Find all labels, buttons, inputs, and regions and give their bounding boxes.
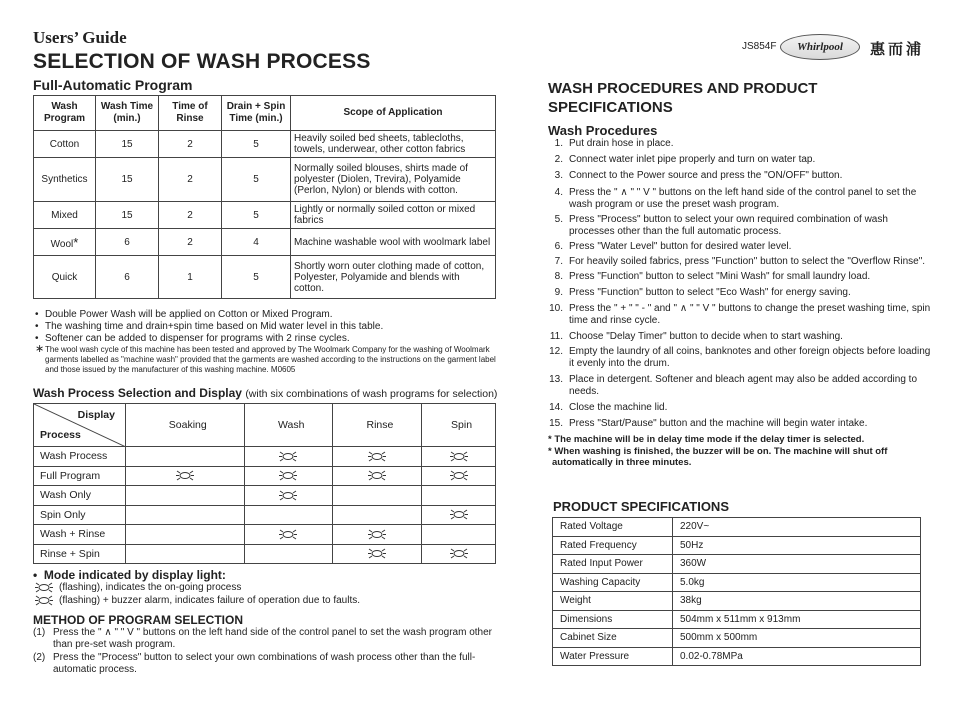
program-spin-cell: 5	[222, 202, 291, 229]
spec-row	[553, 629, 921, 648]
procedures-title: WASH PROCEDURES AND PRODUCT SPECIFICATIONS	[548, 80, 818, 116]
program-wash-cell: 15	[96, 131, 159, 158]
spec-key: Water Pressure	[553, 647, 673, 666]
program-program-cell: Quick	[34, 256, 96, 299]
program-table	[33, 95, 496, 299]
process-name: Rinse + Spin	[34, 544, 126, 564]
woolmark-note: The wool wash cycle of this machine has been tested and approved by The Woolmark Company for the washing of Woolmark garments labelled as "machine wash" provided that the garments are washed according to the instructions on the garment label and those issued by the manufacturer of this washing machine. M0605	[45, 345, 496, 374]
spec-key: Rated Voltage	[553, 518, 673, 537]
display-light-icon	[368, 529, 386, 540]
procedure-step: 14. Close the machine lid.	[549, 402, 668, 413]
process-cell	[244, 544, 332, 564]
process-cell	[422, 505, 496, 525]
display-light-icon	[368, 470, 386, 481]
spec-value: 5.0kg	[673, 573, 921, 592]
process-cell	[332, 505, 421, 525]
process-cell	[332, 447, 421, 467]
method-item: Press the "Process" button to select your own combinations of wash process other than the full-automatic process.	[53, 652, 476, 675]
process-cell	[126, 544, 245, 564]
process-row	[34, 486, 496, 506]
spec-row	[553, 610, 921, 629]
process-cell	[244, 447, 332, 467]
selection-title: Wash Process Selection and Display (with six combinations of wash programs for selection)	[33, 386, 498, 400]
procedure-step: 9. Press "Function" button to select "Eco Wash" for energy saving.	[554, 287, 851, 298]
selection-table	[33, 403, 496, 564]
program-spin-cell: 4	[222, 229, 291, 256]
spec-key: Weight	[553, 592, 673, 611]
process-row	[34, 525, 496, 545]
display-light-icon	[368, 451, 386, 462]
note: Softener can be added to dispenser for programs with 2 rinse cycles.	[45, 333, 350, 344]
process-name: Wash + Rinse	[34, 525, 126, 545]
program-rinse-cell: 2	[159, 131, 222, 158]
spec-key: Rated Frequency	[553, 536, 673, 555]
model-number: JS854F	[742, 41, 777, 52]
program-scope-cell: Machine washable wool with woolmark label	[291, 229, 496, 256]
program-wash-cell: 15	[96, 202, 159, 229]
program-row	[34, 256, 496, 299]
display-light-icon	[279, 470, 297, 481]
spec-row	[553, 518, 921, 537]
procedures-subtitle: Wash Procedures	[548, 123, 658, 138]
process-cell	[422, 486, 496, 506]
spec-value: 50Hz	[673, 536, 921, 555]
process-cell	[422, 544, 496, 564]
spec-row	[553, 592, 921, 611]
display-light-icon	[450, 470, 468, 481]
process-name: Wash Process	[34, 447, 126, 467]
program-program-cell: Synthetics	[34, 158, 96, 202]
program-scope-cell: Normally soiled blouses, shirts made of polyester (Diolen, Trevira), Polyamide (Perlon, Nylon) or blends with cotton.	[291, 158, 496, 202]
spec-row	[553, 555, 921, 574]
whirlpool-logo	[780, 34, 860, 60]
process-name: Full Program	[34, 466, 126, 486]
spec-key: Washing Capacity	[553, 573, 673, 592]
spec-value: 220V~	[673, 518, 921, 537]
display-light-icon	[176, 470, 194, 481]
program-notes: • Double Power Wash will be applied on Cotton or Mixed Program. • The washing time and drain+spin time based on Mid water level in this table. • Softener can be added to dispenser for programs with 2 rinse cycles. ∗ The wool wash cycle of this machine has been tested and approved by The Woolmark Company for the washing of Woolmark garments labelled as "machine wash" provided that the garments are washed according to the instructions on the garment label and those issued by the manufacturer of this washing machine. M0605	[35, 309, 496, 374]
col-header: Time of Rinse	[159, 96, 222, 131]
method-list: (1) Press the " ∧ " " V " buttons on the left hand side of the control panel to set the wash program other than pre-set wash program. (2) Press the "Process" button to select your own combinations of wash process other than the full-automatic process.	[33, 627, 492, 675]
process-cell	[244, 525, 332, 545]
col-spin: Spin	[422, 404, 496, 447]
program-spin-cell: 5	[222, 158, 291, 202]
page-title: SELECTION OF WASH PROCESS	[33, 50, 371, 73]
process-cell	[244, 466, 332, 486]
procedure-step: 3. Connect to the Power source and press the "ON/OFF" button.	[554, 170, 843, 181]
full-auto-title: Full-Automatic Program	[33, 77, 193, 93]
procedure-note: * When washing is finished, the buzzer will be on. The machine will shut off automatically in three minutes.	[548, 446, 888, 468]
procedure-step: 2. Connect water inlet pipe properly and turn on water tap.	[554, 154, 816, 165]
procedure-step: 11. Choose "Delay Timer" button to decide when to start washing.	[549, 331, 843, 342]
program-row	[34, 158, 496, 202]
program-rinse-cell: 2	[159, 229, 222, 256]
col-header: Wash Time (min.)	[96, 96, 159, 131]
display-light-icon	[279, 490, 297, 501]
program-wash-cell: 15	[96, 158, 159, 202]
procedure-step: 4. Press the " ∧ " " V " buttons on the left hand side of the control panel to set the wash program or use the preset wash program.	[554, 187, 917, 210]
program-row	[34, 202, 496, 229]
procedure-note: * The machine will be in delay time mode if the delay timer is selected.	[548, 434, 865, 445]
spec-key: Cabinet Size	[553, 629, 673, 648]
program-spin-cell: 5	[222, 131, 291, 158]
spec-row	[553, 536, 921, 555]
spec-value: 504mm x 511mm x 913mm	[673, 610, 921, 629]
display-light-icon	[368, 548, 386, 559]
program-wash-cell: 6	[96, 256, 159, 299]
display-light-icon	[279, 529, 297, 540]
spec-value: 0.02-0.78MPa	[673, 647, 921, 666]
spec-key: Dimensions	[553, 610, 673, 629]
process-row	[34, 544, 496, 564]
logo-text: Whirlpool	[797, 41, 843, 53]
brand-chinese: 惠而浦	[870, 41, 925, 58]
diagonal-header: Display Process	[34, 404, 126, 447]
program-scope-cell: Heavily soiled bed sheets, tablecloths, towels, underwear, other cotton fabrics	[291, 131, 496, 158]
process-cell	[332, 466, 421, 486]
program-rinse-cell: 2	[159, 202, 222, 229]
col-soaking: Soaking	[126, 404, 245, 447]
process-cell	[126, 505, 245, 525]
process-cell	[422, 525, 496, 545]
procedure-step: 15. Press "Start/Pause" button and the machine will begin water intake.	[549, 418, 868, 429]
selection-subtitle: (with six combinations of wash programs for selection)	[245, 388, 498, 400]
process-cell	[126, 525, 245, 545]
mode-line-1: (flashing), indicates the on-going process	[35, 582, 241, 593]
procedure-step: 8. Press "Function" button to select "Mini Wash" for small laundry load.	[554, 271, 871, 282]
spec-row	[553, 647, 921, 666]
col-header: Wash Program	[34, 96, 96, 131]
spec-value: 360W	[673, 555, 921, 574]
program-wash-cell: 6	[96, 229, 159, 256]
program-row	[34, 229, 496, 256]
process-cell	[126, 447, 245, 467]
process-cell	[332, 525, 421, 545]
spec-key: Rated Input Power	[553, 555, 673, 574]
mode-title: • Mode indicated by display light:	[33, 568, 226, 582]
col-header: Scope of Application	[291, 96, 496, 131]
wool-asterisk: *	[73, 234, 79, 250]
note: Double Power Wash will be applied on Cotton or Mixed Program.	[45, 309, 333, 320]
procedure-step: 1. Put drain hose in place.	[554, 138, 674, 149]
method-item: Press the " ∧ " " V " buttons on the left hand side of the control panel to set the wash program other than pre-set wash program.	[53, 627, 492, 650]
program-program-cell: Wool*	[34, 229, 96, 256]
procedure-step: 12. Empty the laundry of all coins, banknotes and other foreign objects before loading it evenly into the drum.	[549, 346, 931, 369]
flashing-light-icon	[35, 582, 53, 593]
users-guide-label: Users’ Guide	[33, 28, 127, 47]
specs-title: PRODUCT SPECIFICATIONS	[553, 499, 729, 514]
process-cell	[422, 447, 496, 467]
process-row	[34, 466, 496, 486]
col-rinse: Rinse	[332, 404, 421, 447]
col-header: Drain + Spin Time (min.)	[222, 96, 291, 131]
program-scope-cell: Lightly or normally soiled cotton or mixed fabrics	[291, 202, 496, 229]
spec-row	[553, 573, 921, 592]
procedure-step: 13. Place in detergent. Softener and bleach agent may also be added according to needs.	[549, 374, 918, 397]
process-cell	[244, 505, 332, 525]
procedure-step: 5. Press "Process" button to select your own required combination of wash processes other than the full automatic process.	[554, 214, 888, 237]
mode-line-2: (flashing) + buzzer alarm, indicates failure of operation due to faults.	[35, 595, 360, 606]
procedure-steps	[548, 138, 933, 468]
process-name: Spin Only	[34, 505, 126, 525]
process-row	[34, 505, 496, 525]
process-cell	[126, 486, 245, 506]
specs-table	[552, 517, 921, 666]
process-name: Wash Only	[34, 486, 126, 506]
method-title: METHOD OF PROGRAM SELECTION	[33, 613, 243, 627]
process-cell	[244, 486, 332, 506]
process-cell	[126, 466, 245, 486]
procedure-step: 7. For heavily soiled fabrics, press "Function" button to select the "Overflow Rinse".	[554, 256, 926, 267]
flashing-light-icon	[35, 595, 53, 606]
procedure-step: 6. Press "Water Level" button for desired water level.	[554, 241, 792, 252]
process-row	[34, 447, 496, 467]
program-row	[34, 131, 496, 158]
display-light-icon	[450, 509, 468, 520]
spec-value: 500mm x 500mm	[673, 629, 921, 648]
program-rinse-cell: 1	[159, 256, 222, 299]
program-scope-cell: Shortly worn outer clothing made of cotton, Polyester, Polyamide and blends with cotton.	[291, 256, 496, 299]
col-wash: Wash	[244, 404, 332, 447]
process-cell	[332, 544, 421, 564]
program-spin-cell: 5	[222, 256, 291, 299]
program-rinse-cell: 2	[159, 158, 222, 202]
program-program-cell: Cotton	[34, 131, 96, 158]
program-program-cell: Mixed	[34, 202, 96, 229]
spec-value: 38kg	[673, 592, 921, 611]
process-cell	[422, 466, 496, 486]
display-light-icon	[450, 451, 468, 462]
note: The washing time and drain+spin time based on Mid water level in this table.	[45, 321, 384, 332]
procedure-step: 10. Press the " + " " - " and " ∧ " " V " buttons to change the preset washing time, spin time and rinse cycle.	[549, 303, 931, 326]
process-cell	[332, 486, 421, 506]
display-light-icon	[450, 548, 468, 559]
display-light-icon	[279, 451, 297, 462]
